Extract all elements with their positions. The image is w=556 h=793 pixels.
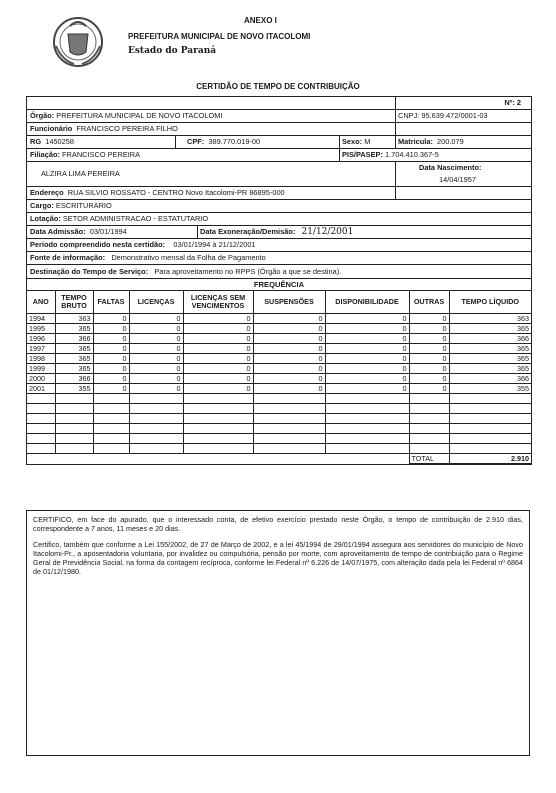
frequencia-empty-cell <box>409 394 449 404</box>
frequencia-empty-cell <box>55 394 93 404</box>
frequencia-cell: 0 <box>93 384 129 394</box>
frequencia-empty-cell <box>183 394 253 404</box>
frequencia-cell: 365 <box>55 344 93 354</box>
frequencia-row <box>27 344 531 354</box>
frequencia-empty-cell <box>449 434 531 444</box>
frequencia-cell: 365 <box>55 364 93 374</box>
form-row-lotacao <box>27 213 531 226</box>
frequencia-row <box>27 324 531 334</box>
frequencia-cell: 1995 <box>27 324 55 334</box>
orgao-value: PREFEITURA MUNICIPAL DE NOVO ITACOLOMI <box>56 111 223 120</box>
frequencia-cell: 0 <box>129 384 183 394</box>
document-title: CERTIDÃO DE TEMPO DE CONTRIBUIÇÃO <box>196 82 360 91</box>
certification-paragraph-2: Certifico, também que conforme a Lei 155/2002, de 27 de Março de 2002, e a lei 45/1994 de 29/01/1994 assegura aos servidores do município de Novo Itacolomi-Pr., a aposentadoria voluntaria, por invalidez ou compulsória, pensão por morte, com aproveitamento de tempo de contribuição para o Regime Geral de Previdência Social, na forma da contagem recíproca, conforme lei Federal nº 6.226 de 14/07/1975, com alteração dada pela lei Federal nº 6864 de 01/12/1980. <box>33 540 523 576</box>
frequencia-table <box>27 291 531 464</box>
frequencia-empty-cell <box>93 424 129 434</box>
frequencia-row <box>27 314 531 324</box>
frequencia-cell: 0 <box>183 384 253 394</box>
frequencia-empty-cell <box>449 404 531 414</box>
frequencia-column-header: OUTRAS <box>409 291 449 314</box>
frequencia-cell: 0 <box>93 364 129 374</box>
form-row-orgao <box>27 110 531 123</box>
frequencia-empty-cell <box>93 404 129 414</box>
frequencia-cell: 0 <box>129 344 183 354</box>
frequencia-empty-row <box>27 434 531 444</box>
pai-value: FRANCISCO PEREIRA <box>62 150 141 159</box>
frequencia-empty-cell <box>409 424 449 434</box>
frequencia-empty-cell <box>27 404 55 414</box>
frequencia-empty-cell <box>253 404 325 414</box>
frequencia-cell: 0 <box>325 334 409 344</box>
frequencia-empty-cell <box>93 414 129 424</box>
frequencia-cell: 0 <box>253 354 325 364</box>
frequencia-empty-cell <box>55 414 93 424</box>
frequencia-cell: 366 <box>449 334 531 344</box>
funcionario-value: FRANCISCO PEREIRA FILHO <box>76 124 178 133</box>
frequencia-cell: 0 <box>253 374 325 384</box>
frequencia-empty-cell <box>27 424 55 434</box>
frequencia-cell: 0 <box>409 344 449 354</box>
frequencia-column-header: SUSPENSÕES <box>253 291 325 314</box>
estado-name: Estado do Paraná <box>128 46 217 56</box>
frequencia-cell: 0 <box>183 374 253 384</box>
form-row-number <box>27 97 531 110</box>
exoneracao-label: Data Exoneração/Demisão: <box>200 227 296 236</box>
fonte-label: Fonte de informação: <box>30 253 106 262</box>
frequencia-empty-cell <box>409 444 449 454</box>
frequencia-cell: 2000 <box>27 374 55 384</box>
frequencia-cell: 1997 <box>27 344 55 354</box>
frequencia-empty-cell <box>325 404 409 414</box>
frequencia-cell: 355 <box>55 384 93 394</box>
frequencia-empty-cell <box>27 434 55 444</box>
frequencia-empty-cell <box>325 414 409 424</box>
frequencia-cell: 0 <box>409 314 449 324</box>
cargo-label: Cargo: <box>30 201 54 210</box>
frequencia-cell: 0 <box>183 334 253 344</box>
frequencia-row <box>27 364 531 374</box>
form-row-funcionario <box>27 123 531 136</box>
frequencia-empty-cell <box>409 414 449 424</box>
frequencia-cell: 0 <box>183 314 253 324</box>
lotacao-value: SETOR ADMINISTRACAO - ESTATUTARIO <box>62 214 209 223</box>
frequencia-empty-cell <box>325 434 409 444</box>
orgao-label: Órgão: <box>30 111 55 120</box>
frequencia-cell: 365 <box>449 364 531 374</box>
frequencia-empty-cell <box>253 444 325 454</box>
frequencia-cell: 0 <box>183 354 253 364</box>
frequencia-cell: 366 <box>55 334 93 344</box>
frequencia-row <box>27 374 531 384</box>
frequencia-empty-cell <box>27 414 55 424</box>
frequencia-cell: 0 <box>253 384 325 394</box>
funcionario-label: Funcionário <box>30 124 73 133</box>
frequencia-empty-cell <box>449 414 531 424</box>
frequencia-empty-row <box>27 404 531 414</box>
sexo-value: M <box>364 137 371 146</box>
frequencia-cell: 1994 <box>27 314 55 324</box>
frequencia-empty-cell <box>449 394 531 404</box>
frequencia-cell: 0 <box>325 384 409 394</box>
form-row-endereco <box>27 187 531 200</box>
frequencia-cell: 0 <box>183 344 253 354</box>
frequencia-cell: 0 <box>183 364 253 374</box>
lotacao-label: Lotação: <box>30 214 61 223</box>
frequencia-cell: 365 <box>55 354 93 364</box>
frequencia-cell: 0 <box>93 324 129 334</box>
cpf-label: CPF: <box>187 137 205 146</box>
frequencia-empty-cell <box>129 444 183 454</box>
form-row-destinacao <box>27 265 531 279</box>
nascimento-value: 14/04/1957 <box>439 175 476 184</box>
frequencia-empty-cell <box>409 434 449 444</box>
frequencia-column-header: FALTAS <box>93 291 129 314</box>
frequencia-cell: 0 <box>253 334 325 344</box>
certification-paragraph-1: CERTIFICO, em face do apurado, que o interessado conta, de efetivo exercício prestado neste Órgão, o tempo de contribuição de 2.910 dias, correspondente a 7 anos, 11 meses e 20 dias. <box>33 515 523 533</box>
frequencia-cell: 0 <box>129 364 183 374</box>
frequencia-empty-row <box>27 394 531 404</box>
frequencia-empty-cell <box>449 424 531 434</box>
frequencia-empty-row <box>27 414 531 424</box>
total-value: 2.910 <box>449 454 531 464</box>
frequencia-cell: 0 <box>325 354 409 364</box>
endereco-label: Endereço <box>30 188 64 197</box>
exoneracao-value: 21/12/2001 <box>301 227 354 237</box>
matricula-label: Matricula: <box>398 137 433 146</box>
frequencia-cell: 0 <box>129 354 183 364</box>
destinacao-label: Destinação do Tempo de Serviço: <box>30 267 149 276</box>
periodo-value: 03/01/1994 à 21/12/2001 <box>173 240 256 249</box>
frequencia-empty-cell <box>183 414 253 424</box>
frequencia-cell: 0 <box>253 324 325 334</box>
frequencia-column-header: ANO <box>27 291 55 314</box>
frequencia-cell: 0 <box>325 374 409 384</box>
cargo-value: ESCRITURARIO <box>55 201 112 210</box>
frequencia-empty-cell <box>183 434 253 444</box>
fonte-value: Demonstrativo mensal da Folha de Pagamento <box>111 253 266 262</box>
frequencia-empty-cell <box>93 434 129 444</box>
frequencia-cell: 365 <box>449 344 531 354</box>
frequencia-empty-cell <box>55 424 93 434</box>
form-row-rg <box>27 136 531 149</box>
frequencia-empty-cell <box>55 404 93 414</box>
form-row-datas <box>27 226 531 239</box>
frequencia-cell: 363 <box>449 314 531 324</box>
nascimento-label: Data Nascimento: <box>419 163 482 172</box>
certificate-number: Nº: 2 <box>504 98 521 107</box>
municipal-seal-icon <box>48 12 108 72</box>
total-spacer <box>27 454 409 464</box>
form-row-fonte <box>27 252 531 265</box>
frequencia-cell: 0 <box>93 374 129 384</box>
frequencia-cell: 0 <box>409 384 449 394</box>
frequencia-column-header: TEMPO LÍQUIDO <box>449 291 531 314</box>
frequencia-header-row <box>27 291 531 314</box>
rg-label: RG <box>30 137 42 146</box>
pispasep-value: 1.704.410.367-5 <box>385 150 439 159</box>
frequencia-cell: 0 <box>93 344 129 354</box>
destinacao-value: Para aproveitamento no RPPS (Órgão a que se destina). <box>154 267 342 276</box>
frequencia-empty-cell <box>183 424 253 434</box>
frequencia-cell: 0 <box>253 344 325 354</box>
frequencia-row <box>27 334 531 344</box>
frequencia-empty-cell <box>129 394 183 404</box>
frequencia-cell: 363 <box>55 314 93 324</box>
frequencia-cell: 1998 <box>27 354 55 364</box>
frequencia-cell: 366 <box>449 374 531 384</box>
endereco-value: RUA SILVIO ROSSATO - CENTRO Novo Itacolomi-PR 86895-000 <box>67 188 285 197</box>
frequencia-empty-cell <box>409 404 449 414</box>
frequencia-cell: 365 <box>449 324 531 334</box>
form-row-periodo <box>27 239 531 252</box>
frequencia-cell: 0 <box>409 324 449 334</box>
form-row-cargo <box>27 200 531 213</box>
cpf-value: 389.770.019-00 <box>208 137 261 146</box>
frequencia-empty-cell <box>183 404 253 414</box>
frequencia-cell: 355 <box>449 384 531 394</box>
frequencia-cell: 365 <box>55 324 93 334</box>
prefeitura-name: PREFEITURA MUNICIPAL DE NOVO ITACOLOMI <box>128 32 311 41</box>
frequencia-column-header: LICENÇAS <box>129 291 183 314</box>
frequencia-cell: 0 <box>409 364 449 374</box>
frequencia-empty-cell <box>253 434 325 444</box>
frequencia-empty-cell <box>93 394 129 404</box>
letterhead <box>48 12 528 72</box>
frequencia-cell: 1996 <box>27 334 55 344</box>
frequencia-cell: 366 <box>55 374 93 384</box>
frequencia-empty-cell <box>27 444 55 454</box>
frequencia-cell: 0 <box>409 374 449 384</box>
frequencia-cell: 0 <box>129 314 183 324</box>
frequencia-cell: 0 <box>325 324 409 334</box>
frequencia-cell: 0 <box>325 314 409 324</box>
frequencia-row <box>27 384 531 394</box>
frequencia-empty-cell <box>253 394 325 404</box>
frequencia-cell: 2001 <box>27 384 55 394</box>
frequencia-cell: 0 <box>409 334 449 344</box>
frequencia-empty-cell <box>325 444 409 454</box>
frequencia-cell: 0 <box>129 374 183 384</box>
frequencia-cell: 0 <box>93 314 129 324</box>
frequencia-empty-cell <box>183 444 253 454</box>
frequencia-cell: 1999 <box>27 364 55 374</box>
frequencia-cell: 0 <box>183 324 253 334</box>
frequencia-row <box>27 354 531 364</box>
frequencia-cell: 0 <box>325 344 409 354</box>
sexo-label: Sexo: <box>342 137 363 146</box>
frequencia-column-header: TEMPO BRUTO <box>55 291 93 314</box>
frequencia-empty-cell <box>325 424 409 434</box>
frequencia-cell: 0 <box>409 354 449 364</box>
certificate-form <box>26 96 532 465</box>
frequencia-empty-cell <box>27 394 55 404</box>
frequencia-empty-row <box>27 424 531 434</box>
frequencia-column-header: LICENÇAS SEM VENCIMENTOS <box>183 291 253 314</box>
frequencia-cell: 365 <box>449 354 531 364</box>
frequencia-empty-cell <box>129 414 183 424</box>
frequencia-cell: 0 <box>129 324 183 334</box>
admissao-value: 03/01/1994 <box>89 227 127 236</box>
frequencia-empty-cell <box>55 434 93 444</box>
frequencia-cell: 0 <box>129 334 183 344</box>
frequencia-total-row <box>27 454 531 464</box>
frequencia-empty-cell <box>129 404 183 414</box>
admissao-label: Data Admissão: <box>30 227 86 236</box>
frequencia-empty-cell <box>325 394 409 404</box>
frequencia-empty-cell <box>129 434 183 444</box>
frequencia-empty-cell <box>55 444 93 454</box>
total-label: TOTAL <box>409 454 449 464</box>
filiacao-label: Filiação: <box>30 150 60 159</box>
frequencia-cell: 0 <box>93 334 129 344</box>
form-row-filiacao-pis <box>27 149 531 162</box>
frequencia-cell: 0 <box>93 354 129 364</box>
annex-label: ANEXO I <box>244 16 277 25</box>
frequencia-empty-cell <box>129 424 183 434</box>
rg-value: 1450258 <box>45 137 74 146</box>
cnpj-value: CNPJ: 95.639.472/0001-03 <box>398 111 488 120</box>
frequencia-empty-cell <box>93 444 129 454</box>
frequencia-empty-cell <box>253 414 325 424</box>
frequencia-empty-row <box>27 444 531 454</box>
frequencia-title: FREQUÊNCIA <box>27 279 531 291</box>
frequencia-body <box>27 314 531 464</box>
pispasep-label: PIS/PASEP: <box>342 150 383 159</box>
frequencia-cell: 0 <box>253 364 325 374</box>
frequencia-empty-cell <box>449 444 531 454</box>
frequencia-empty-cell <box>253 424 325 434</box>
frequencia-cell: 0 <box>325 364 409 374</box>
mae-value: ALZIRA LIMA PEREIRA <box>41 169 120 178</box>
frequencia-cell: 0 <box>253 314 325 324</box>
certification-box <box>26 510 530 756</box>
periodo-label: Período compreendido nesta certidão: <box>30 240 166 249</box>
frequencia-column-header: DISPONIBILIDADE <box>325 291 409 314</box>
form-row-mae-nascimento <box>27 162 531 187</box>
matricula-value: 200.079 <box>437 137 464 146</box>
